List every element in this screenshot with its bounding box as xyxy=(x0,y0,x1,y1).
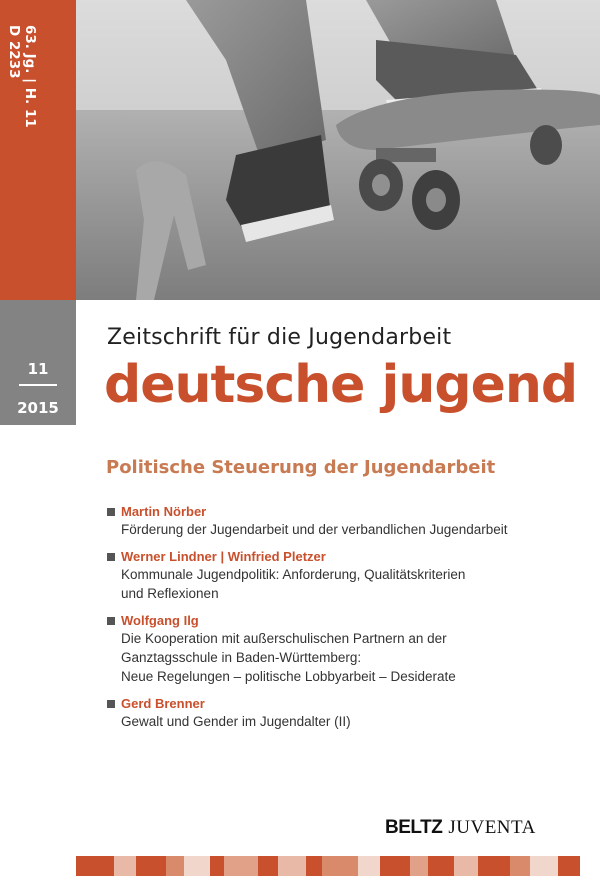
bottom-color-stripe xyxy=(76,856,600,876)
toc-title-line: und Reflexionen xyxy=(121,586,219,601)
issue-number: 11 xyxy=(27,360,49,378)
toc-item xyxy=(107,549,577,603)
toc-title-line: Neue Regelungen – politische Lobbyarbeit – Desiderate xyxy=(121,669,456,684)
stripe-segment xyxy=(76,856,114,876)
stripe-segment xyxy=(510,856,530,876)
square-bullet-icon xyxy=(107,553,115,561)
stripe-segment xyxy=(380,856,410,876)
publisher-name-beltz: BELTZ xyxy=(385,817,443,838)
issue-year: 2015 xyxy=(17,399,59,417)
stripe-segment xyxy=(278,856,306,876)
code-line: D 2233 xyxy=(6,25,22,79)
table-of-contents xyxy=(107,504,577,741)
square-bullet-icon xyxy=(107,700,115,708)
magazine-title: deutsche jugend xyxy=(104,355,578,415)
toc-author: Gerd Brenner xyxy=(121,696,205,711)
sidebar-volume-info xyxy=(6,25,38,128)
publisher-name-juventa: JUVENTA xyxy=(448,817,536,838)
toc-title-line: Kommunale Jugendpolitik: Anforderung, Qualitätskriterien xyxy=(121,567,466,582)
magazine-subtitle: Zeitschrift für die Jugendarbeit xyxy=(107,325,452,350)
toc-title-line: Förderung der Jugendarbeit und der verbandlichen Jugendarbeit xyxy=(121,522,508,537)
issue-theme: Politische Steuerung der Jugendarbeit xyxy=(106,457,496,478)
stripe-segment xyxy=(224,856,258,876)
stripe-segment xyxy=(114,856,136,876)
toc-item xyxy=(107,504,577,539)
stripe-segment xyxy=(558,856,580,876)
publisher-logo xyxy=(385,816,536,839)
stripe-segment xyxy=(530,856,558,876)
skateboard-photo-illustration xyxy=(76,0,600,300)
toc-title-line: Gewalt und Gender im Jugendalter (II) xyxy=(121,714,351,729)
toc-item xyxy=(107,696,577,731)
stripe-segment xyxy=(358,856,380,876)
stripe-segment xyxy=(184,856,210,876)
toc-title-line: Die Kooperation mit außerschulischen Partnern an der xyxy=(121,631,447,646)
stripe-segment xyxy=(306,856,322,876)
stripe-segment xyxy=(454,856,478,876)
toc-title-line: Ganztagsschule in Baden-Württemberg: xyxy=(121,650,362,665)
toc-item xyxy=(107,613,577,686)
issue-divider xyxy=(19,384,57,386)
stripe-segment xyxy=(210,856,224,876)
stripe-segment xyxy=(258,856,278,876)
volume-line: 63. Jg. | H. 11 xyxy=(22,25,38,128)
stripe-segment xyxy=(136,856,166,876)
stripe-segment xyxy=(410,856,428,876)
square-bullet-icon xyxy=(107,508,115,516)
square-bullet-icon xyxy=(107,617,115,625)
toc-author: Wolfgang Ilg xyxy=(121,613,199,628)
toc-author: Martin Nörber xyxy=(121,504,207,519)
stripe-segment xyxy=(478,856,510,876)
stripe-segment xyxy=(428,856,454,876)
stripe-segment xyxy=(166,856,184,876)
stripe-segment xyxy=(322,856,358,876)
cover-photo xyxy=(76,0,600,300)
toc-author: Werner Lindner | Winfried Pletzer xyxy=(121,549,326,564)
